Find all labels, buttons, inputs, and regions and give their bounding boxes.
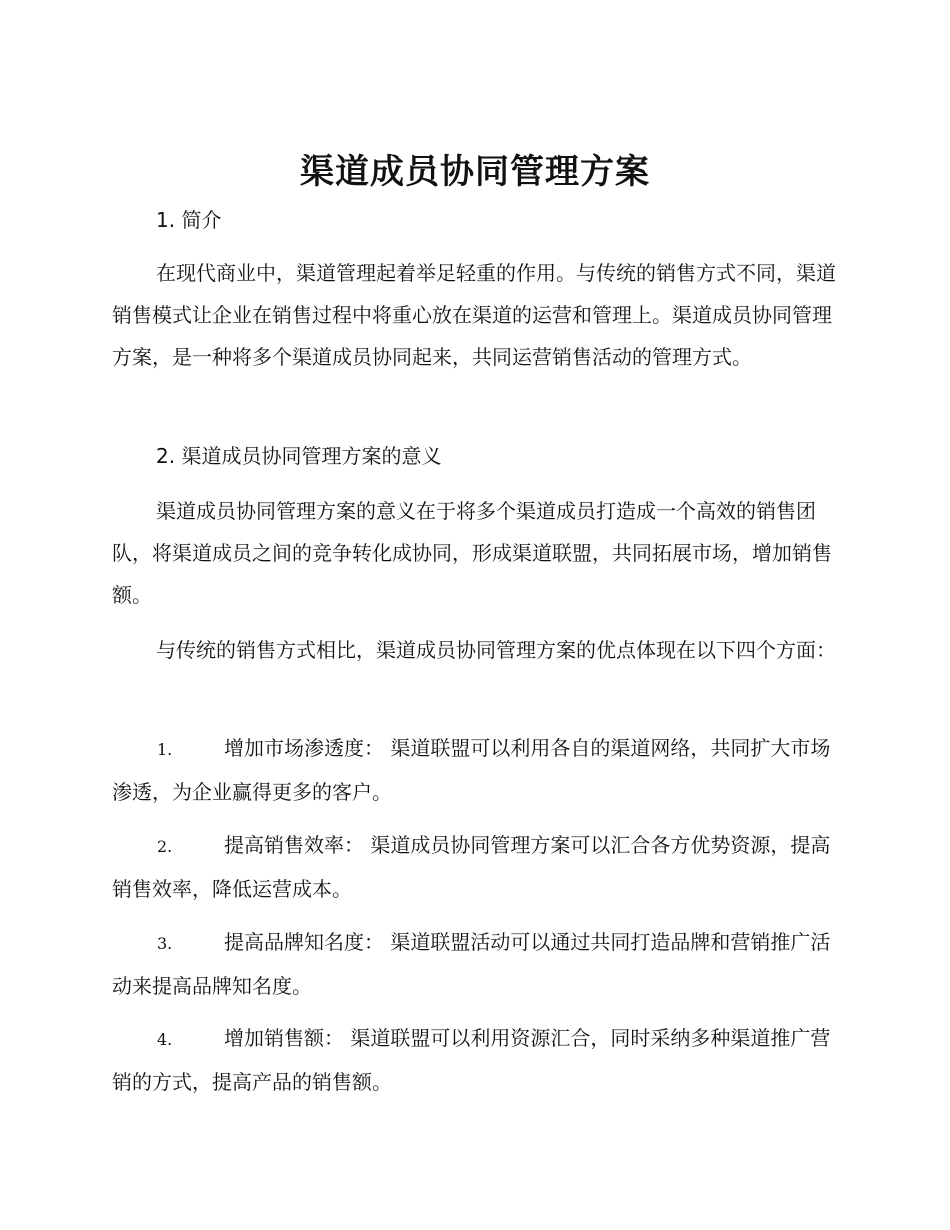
list-item-text: 提高销售效率： 渠道成员协同管理方案可以汇合各方优势资源，提高销售效率，降低运营成本。 <box>112 833 831 901</box>
paragraph-intro: 在现代商业中，渠道管理起着举足轻重的作用。与传统的销售方式不同，渠道销售模式让企业在销售过程中将重心放在渠道的运营和管理上。渠道成员协同管理方案，是一种将多个渠道成员协同起来，共同运营销售活动的管理方式。 <box>112 261 836 369</box>
list-item-number: 2. <box>157 837 173 856</box>
paragraph-significance: 渠道成员协同管理方案的意义在于将多个渠道成员打造成一个高效的销售团队，将渠道成员之间的竞争转化成协同，形成渠道联盟，共同拓展市场，增加销售额。 <box>112 499 832 607</box>
list-item-text: 增加销售额： 渠道联盟可以利用资源汇合，同时采纳多种渠道推广营销的方式，提高产品的销售额。 <box>112 1026 831 1094</box>
section-heading-intro: 1. 简介 <box>156 208 222 232</box>
list-item <box>112 1017 838 1103</box>
list-item-text: 提高品牌知名度： 渠道联盟活动可以通过共同打造品牌和营销推广活动来提高品牌知名度。 <box>112 930 831 998</box>
document-title: 渠道成员协同管理方案 <box>300 152 650 192</box>
list-item-number: 3. <box>157 934 173 953</box>
list-item-text: 增加市场渗透度： 渠道联盟可以利用各自的渠道网络，共同扩大市场渗透，为企业赢得更多的客户。 <box>112 736 831 804</box>
list-item-number: 4. <box>157 1030 173 1049</box>
paragraph-advantages-intro: 与传统的销售方式相比，渠道成员协同管理方案的优点体现在以下四个方面： <box>156 638 836 662</box>
list-item-number: 1. <box>157 740 173 759</box>
section-heading-significance: 2. 渠道成员协同管理方案的意义 <box>156 444 442 468</box>
list-item <box>112 921 838 1007</box>
list-item <box>112 824 838 910</box>
list-item <box>112 727 838 813</box>
